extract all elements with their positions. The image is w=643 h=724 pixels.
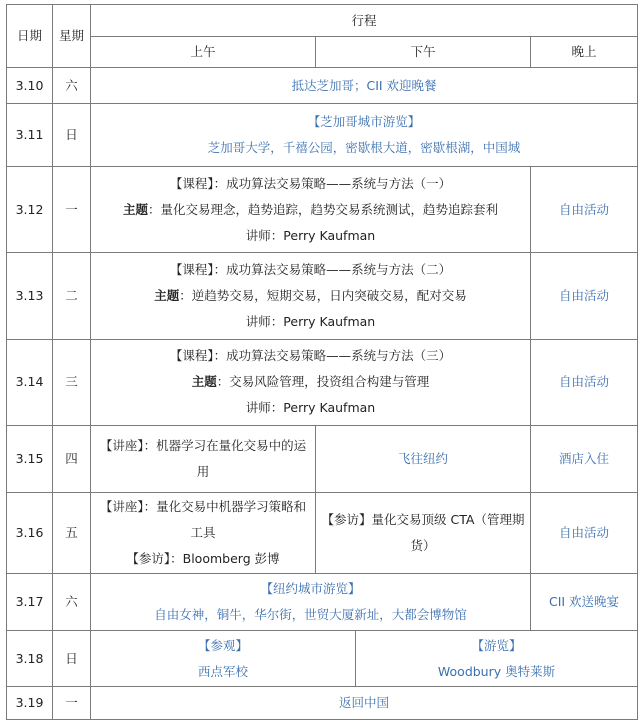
itinerary-header: 行程	[91, 5, 638, 37]
city-tour-cell	[91, 104, 638, 167]
table-row	[7, 687, 638, 720]
tour-title: 【游览】	[471, 637, 522, 653]
arrival-cell: 抵达芝加哥；CII 欢迎晚餐	[91, 67, 638, 104]
course-topic	[95, 197, 526, 223]
afternoon-cell: 飞往纽约	[316, 425, 531, 492]
date-cell: 3.12	[7, 167, 53, 253]
course-lecturer: 讲师：Perry Kaufman	[245, 400, 376, 416]
weekday-cell: 五	[53, 492, 91, 573]
date-cell: 3.16	[7, 492, 53, 573]
table-row	[7, 104, 638, 167]
tour-title: 【纽约城市游览】	[260, 580, 361, 596]
date-cell: 3.13	[7, 253, 53, 339]
weekday-cell: 六	[53, 67, 91, 104]
weekday-header: 星期	[53, 5, 91, 68]
afternoon-header: 下午	[316, 37, 531, 67]
course-lecturer: 讲师：Perry Kaufman	[245, 227, 376, 243]
date-cell: 3.17	[7, 573, 53, 630]
weekday-cell: 日	[53, 630, 91, 687]
evening-cell: 自由活动	[531, 339, 638, 425]
course-cell	[91, 339, 531, 425]
table-row	[7, 67, 638, 104]
subheader-row	[7, 37, 638, 67]
course-lecturer: 讲师：Perry Kaufman	[245, 314, 376, 330]
tour-title: 【芝加哥城市游览】	[307, 114, 421, 130]
visit-text: 【参访】：Bloomberg 彭博	[126, 550, 280, 566]
table-row	[7, 167, 638, 253]
topic-label: 主题	[154, 288, 180, 304]
weekday-cell: 六	[53, 573, 91, 630]
table-row	[7, 425, 638, 492]
date-cell: 3.14	[7, 339, 53, 425]
date-cell: 3.19	[7, 687, 53, 720]
weekday-cell: 二	[53, 253, 91, 339]
course-cell	[91, 253, 531, 339]
itinerary-table	[6, 4, 638, 720]
lecture-text: 【讲座】：量化交易中机器学习策略和工具	[99, 498, 307, 540]
topic-text: ：量化交易理念，趋势追踪，趋势交易系统测试，趋势追踪套利	[148, 201, 499, 217]
course-topic	[95, 369, 526, 395]
weekday-cell: 三	[53, 339, 91, 425]
tour-place: Woodbury 奥特莱斯	[437, 663, 556, 679]
topic-text: ：逆趋势交易，短期交易，日内突破交易，配对交易	[179, 288, 467, 304]
morning-cell	[91, 492, 316, 573]
morning-header: 上午	[91, 37, 316, 67]
city-tour-cell	[91, 573, 531, 630]
course-title: 【课程】：成功算法交易策略——系统与方法（二）	[169, 262, 452, 278]
weekday-cell: 一	[53, 687, 91, 720]
visit-cell	[91, 630, 356, 687]
weekday-cell: 一	[53, 167, 91, 253]
evening-cell: 自由活动	[531, 167, 638, 253]
table-row	[7, 492, 638, 573]
header-row	[7, 5, 638, 37]
tour-places: 芝加哥大学，千禧公园，密歇根大道，密歇根湖，中国城	[207, 140, 521, 156]
date-cell: 3.15	[7, 425, 53, 492]
return-cell: 返回中国	[91, 687, 638, 720]
tour-cell	[356, 630, 638, 687]
morning-cell: 【讲座】：机器学习在量化交易中的运用	[91, 425, 316, 492]
table-row	[7, 339, 638, 425]
weekday-cell: 四	[53, 425, 91, 492]
table-row	[7, 630, 638, 687]
afternoon-cell: 【参访】量化交易顶级 CTA（管理期货）	[316, 492, 531, 573]
date-cell: 3.10	[7, 67, 53, 104]
tour-places: 自由女神，铜牛，华尔街，世贸大厦新址，大都会博物馆	[154, 606, 467, 622]
topic-label: 主题	[191, 374, 217, 390]
table-row	[7, 253, 638, 339]
date-cell: 3.18	[7, 630, 53, 687]
topic-label: 主题	[122, 201, 148, 217]
visit-title: 【参观】	[197, 637, 248, 653]
evening-cell: 酒店入住	[531, 425, 638, 492]
date-header: 日期	[7, 5, 53, 68]
evening-cell: 自由活动	[531, 253, 638, 339]
course-topic	[95, 283, 526, 309]
date-cell: 3.11	[7, 104, 53, 167]
evening-header: 晚上	[531, 37, 638, 67]
evening-cell: 自由活动	[531, 492, 638, 573]
course-title: 【课程】：成功算法交易策略——系统与方法（一）	[169, 175, 452, 191]
topic-text: ：交易风险管理，投资组合构建与管理	[216, 374, 430, 390]
table-row	[7, 573, 638, 630]
course-cell	[91, 167, 531, 253]
weekday-cell: 日	[53, 104, 91, 167]
evening-cell: CII 欢送晚宴	[531, 573, 638, 630]
visit-place: 西点军校	[197, 663, 248, 679]
course-title: 【课程】：成功算法交易策略——系统与方法（三）	[169, 348, 452, 364]
